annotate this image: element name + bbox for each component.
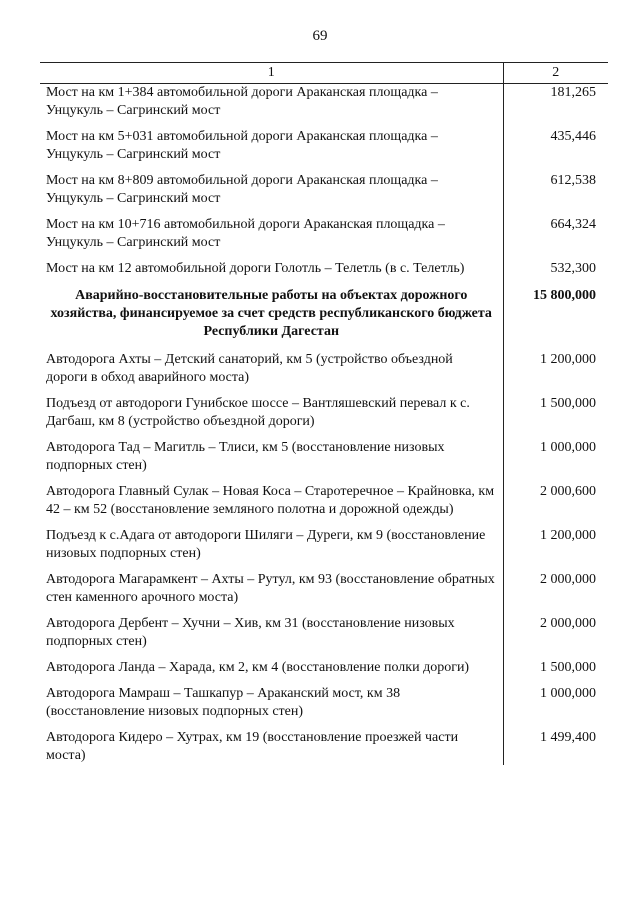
table-body (40, 84, 608, 766)
item-description: Подъезд к с.Адага от автодороги Шиляги – Дуреги, км 9 (восстановление низовых подпорных стен) (46, 528, 486, 561)
item-amount: 1 200,000 (503, 351, 608, 395)
item-amount: 435,446 (503, 128, 608, 172)
item-description: Мост на км 5+031 автомобильной дороги Араканская площадка – Унцукуль – Сагринский мост (46, 129, 438, 162)
page-number: 69 (312, 28, 328, 44)
item-amount: 1 499,400 (503, 729, 608, 765)
table-row (40, 395, 608, 439)
table-row (40, 571, 608, 615)
item-amount: 532,300 (503, 260, 608, 287)
table-row (40, 216, 608, 260)
item-amount: 1 500,000 (503, 659, 608, 685)
table-row (40, 615, 608, 659)
item-description: Автодорога Ахты – Детский санаторий, км 5 (устройство объездной дороги в обход аварийного моста) (46, 352, 453, 385)
item-amount: 664,324 (503, 216, 608, 260)
section-title: Аварийно-восстановительные работы на объектах дорожного хозяйства, финансируемое за счет средств республиканского бюджета Республики Дагестан (50, 288, 492, 339)
item-description: Автодорога Главный Сулак – Новая Коса – Старотеречное – Крайновка, км 42 – км 52 (восстановление земляного полотна и дорожной одежды) (46, 484, 495, 517)
item-description: Мост на км 1+384 автомобильной дороги Араканская площадка – Унцукуль – Сагринский мост (46, 85, 438, 118)
table-row (40, 729, 608, 765)
item-description: Мост на км 10+716 автомобильной дороги Араканская площадка – Унцукуль – Сагринский мост (46, 217, 445, 250)
item-amount: 2 000,000 (503, 571, 608, 615)
column-header-2: 2 (503, 63, 608, 84)
item-description: Мост на км 8+809 автомобильной дороги Араканская площадка – Унцукуль – Сагринский мост (46, 173, 438, 206)
table-row (40, 483, 608, 527)
item-amount: 2 000,000 (503, 615, 608, 659)
table-row (40, 172, 608, 216)
item-amount: 181,265 (503, 84, 608, 129)
item-description: Автодорога Кидеро – Хутрах, км 19 (восстановление проезжей части моста) (46, 730, 459, 763)
item-description: Автодорога Ланда – Харада, км 2, км 4 (восстановление полки дороги) (46, 660, 470, 675)
table-row (40, 527, 608, 571)
table-row (40, 128, 608, 172)
item-amount: 1 500,000 (503, 395, 608, 439)
item-description: Автодорога Тад – Магитль – Тлиси, км 5 (восстановление низовых подпорных стен) (46, 440, 445, 473)
item-amount: 612,538 (503, 172, 608, 216)
item-amount: 1 000,000 (503, 685, 608, 729)
table-row (40, 351, 608, 395)
item-amount: 2 000,600 (503, 483, 608, 527)
table-header-row (40, 63, 608, 84)
section-total: 15 800,000 (503, 287, 608, 351)
table-section-row (40, 287, 608, 351)
table-row (40, 260, 608, 287)
item-description: Подъезд от автодороги Гунибское шоссе – Вантляшевский перевал к с. Дагбаш, км 8 (устройство объездной дороги) (46, 396, 470, 429)
item-amount: 1 000,000 (503, 439, 608, 483)
budget-table (40, 62, 608, 765)
item-description: Мост на км 12 автомобильной дороги Голотль – Телетль (в с. Телетль) (46, 261, 465, 276)
column-header-1: 1 (40, 63, 503, 84)
table-row (40, 439, 608, 483)
table-row (40, 84, 608, 129)
item-description: Автодорога Дербент – Хучни – Хив, км 31 (восстановление низовых подпорных стен) (46, 616, 455, 649)
table-row (40, 685, 608, 729)
item-description: Автодорога Магарамкент – Ахты – Рутул, км 93 (восстановление обратных стен каменного арочного моста) (46, 572, 495, 605)
item-description: Автодорога Мамраш – Ташкапур – Араканский мост, км 38 (восстановление низовых подпорных стен) (46, 686, 401, 719)
item-amount: 1 200,000 (503, 527, 608, 571)
table-row (40, 659, 608, 685)
